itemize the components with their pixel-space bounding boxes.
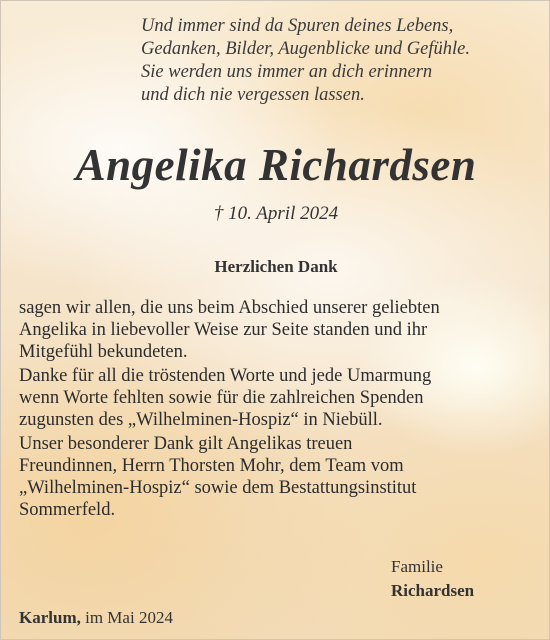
text-line: „Wilhelminen-Hospiz“ sowie dem Bestattungsinstitut	[19, 478, 417, 498]
text-line: Sommerfeld.	[19, 500, 116, 520]
place: Karlum,	[19, 608, 81, 627]
deceased-name: Angelika Richardsen	[75, 140, 477, 190]
quote-line: und dich nie vergessen lassen.	[141, 85, 365, 105]
thanks-heading: Herzlichen Dank	[214, 257, 338, 276]
family-signature	[391, 555, 541, 603]
quote-line: Sie werden uns immer an dich erinnern	[141, 62, 433, 82]
text-line: sagen wir allen, die uns beim Abschied unserer geliebten	[19, 298, 440, 318]
quote-line: Und immer sind da Spuren deines Lebens,	[141, 16, 454, 36]
text-line: Freundinnen, Herrn Thorsten Mohr, dem Team vom	[19, 456, 404, 476]
death-date: † 10. April 2024	[213, 203, 339, 224]
text-line: Angelika in liebevoller Weise zur Seite standen und ihr	[19, 320, 428, 340]
text-line: Danke für all die tröstenden Worte und jede Umarmung	[19, 366, 432, 386]
date: im Mai 2024	[80, 608, 173, 627]
signature-label: Familie	[391, 557, 443, 576]
text-line: zugunsten des „Wilhelminen-Hospiz“ in Niebüll.	[19, 410, 383, 430]
quote-line: Gedanken, Bilder, Augenblicke und Gefühle.	[141, 39, 470, 59]
memorial-quote	[141, 15, 541, 107]
text-line: Unser besonderer Dank gilt Angelikas treuen	[19, 434, 353, 454]
place-date	[19, 607, 319, 629]
signature-name: Richardsen	[391, 581, 475, 600]
text-line: Mitgefühl bekundeten.	[19, 342, 188, 362]
thanks-text	[19, 295, 539, 523]
text-line: wenn Worte fehlten sowie für die zahlreichen Spenden	[19, 388, 424, 408]
